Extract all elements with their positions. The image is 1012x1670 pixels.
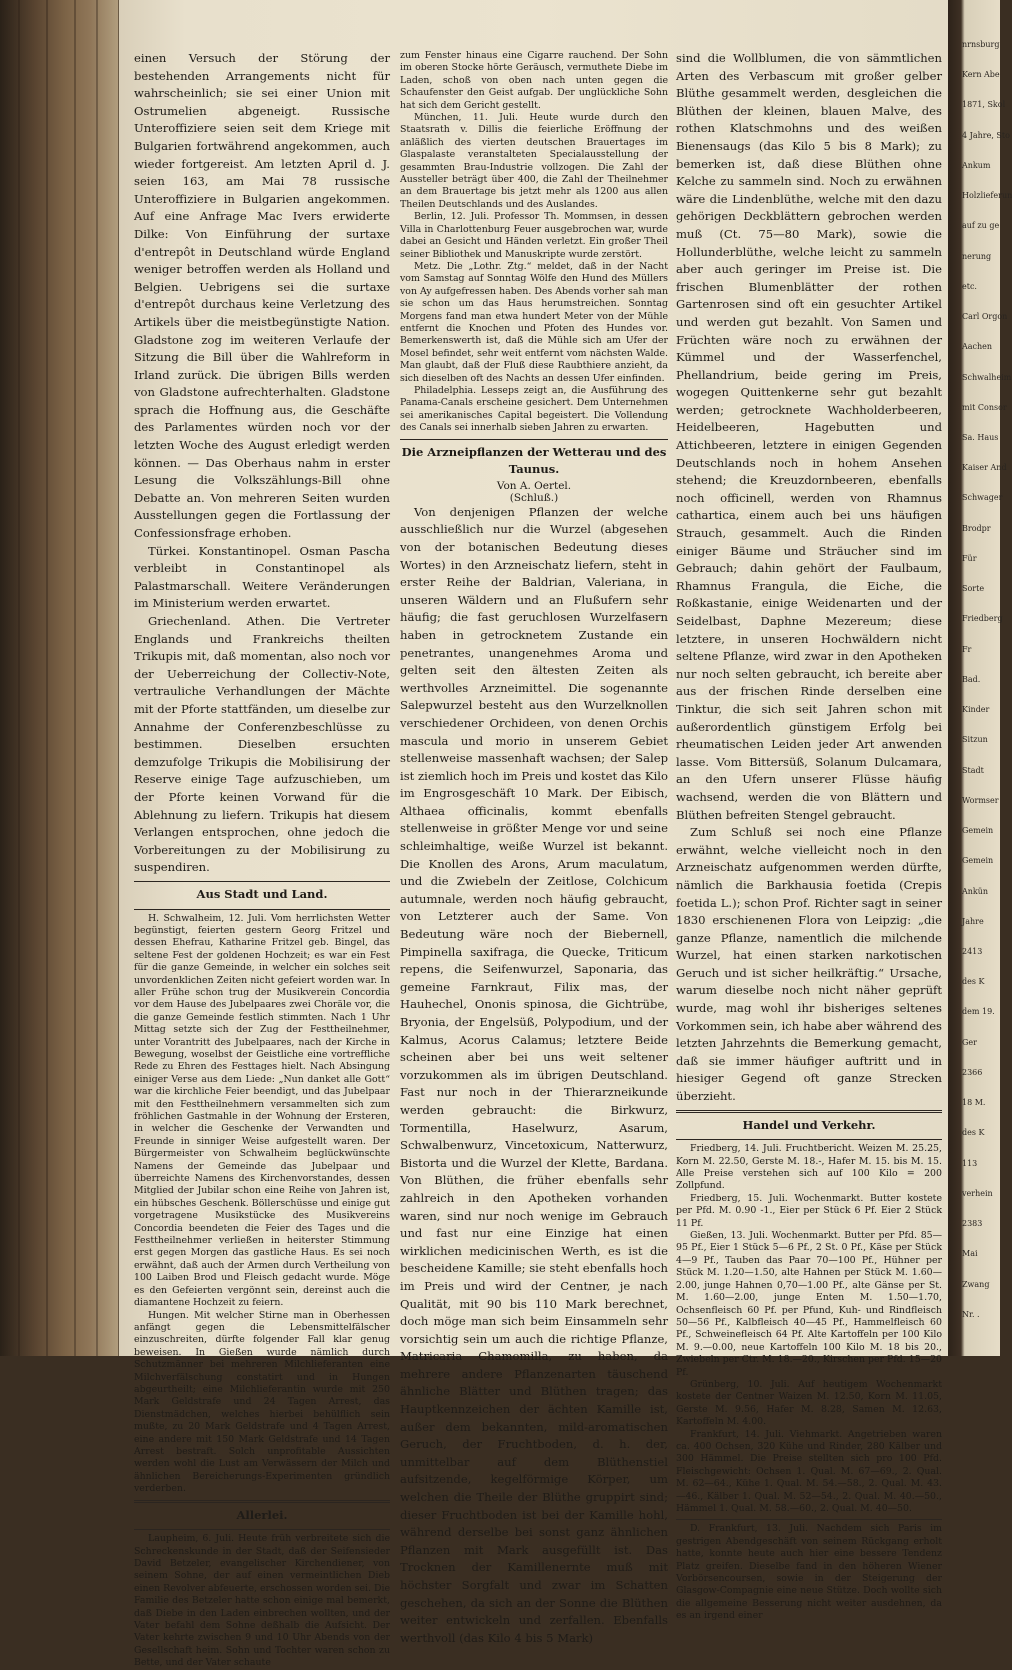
feature-conclusion-note: (Schluß.)	[509, 491, 559, 504]
column-politics	[134, 50, 391, 1669]
market-giessen: Gießen, 13. Juli. Wochenmarkt. Butter per Pfd. 85—95 Pf., Eier 1 Stück 5—6 Pf., 2 St. 0 Pf., Käse per Stück 4—9 Pf., Tauben das Paar 70—100 Pf., Hühner per Stück M. 1.20—1.50, alte Hahnen per Stück M. 1.60—2.00, junge Hahnen 0,70—1.00 Pf., alte Gänse per St. M. 1.60—2.00, junge Enten M. 1.50—1.70, Ochsenfleisch 60 Pf. per Pfund, Kuh- und Rindfleisch 50—56 Pf., Kalbfleisch 40—45 Pf., Hammelfleisch 60 Pf., Schweinefleisch 64 Pf. Alte Kartoffeln per 100 Kilo M. 9.—0.00, neue Kartoffeln 100 Kilo M. 18 bis 20., Zwiebeln per Ctr. M. 18.—20., Kirschen per Pfd. 15—20 Pf.	[676, 1230, 942, 1378]
adjacent-page-fragment: Kern Abe	[962, 70, 1000, 80]
adjacent-page-fragment: verhein	[962, 1188, 993, 1198]
section-heading-allerlei: Allerlei.	[236, 1507, 288, 1522]
adjacent-page-fragment: Für	[962, 553, 977, 563]
feature-heading: Die Arzneipflanzen der Wetterau und des Taunus.	[401, 444, 667, 477]
adjacent-page-edge	[948, 0, 1012, 1356]
adjacent-page-fragment: Aachen	[962, 342, 993, 352]
article-schwalheim: H. Schwalheim, 12. Juli. Vom herrlichsten Wetter begünstigt, feierten gestern Georg Fritzel und dessen Ehefrau, Katharine Fritzel geb. Bingel, das seltene Fest der goldenen Hochzeit; es war ein Fest für die ganze Gemeinde, in welcher ein solches seit unvordenklichen Zeiten nicht gefeiert worden war. In aller Frühe schon trug der Musikverein Concordia vor dem Hause des Jubelpaares zwei Choräle vor, die die ganze Gemeinde festlich stimmten. Nach 1 Uhr Mittag setzte sich der Zug der Festtheilnehmer, unter Vorantritt des Jubelpaares, nach der Kirche in Bewegung, woselbst der Geistliche eine vortreffliche Rede zu Ehren des Festtages hielt. Nach Absingung einiger Verse aus dem Liede: „Nun danket alle Gott“ war die kirchliche Feier beendigt, und das Jubelpaar mit den Festtheilnehmern versammelten sich zum fröhlichen Gastmahle in der Wohnung der Ersteren, in welcher die Geschenke der Verwandten und Freunde in sinniger Weise aufgestellt waren. Der Bürgermeister von Schwalheim beglückwünschte Namens der Gemeinde das Jubelpaar und überreichte Namens des Kirchenvorstandes, dessen Mitglied der Jubilar schon eine Reihe von Jahren ist, ein hübsches Geschenk. Böllerschüsse und einige gut vorgetragene Musikstücke des Musikvereins Concordia beendeten die Feier des Tages und die Festtheilnehmer verließen in heiterster Stimmung erst gegen Morgen das gastliche Haus. Es sei noch erwähnt, daß auch der Armen durch Vertheilung von 100 Laiben Brod und Fleisch gedacht wurde. Möge es den Gefeierten vergönnt sein, dereinst auch die diamantene Hochzeit zu feiern.	[134, 912, 390, 1309]
adjacent-page-fragment: 2413	[962, 946, 983, 956]
market-frankfurt-exchange: D. Frankfurt, 13. Juli. Nachdem sich Paris im gestrigen Abendgeschäft von seinem Rückgang erholt hatte, konnte heute auch hier eine bessere Tendenz Platz greifen. Dieselbe fand in den höheren Wiener Vorbörsencoursen, sowie in der Steigerung der Glasgow-Compagnie eine neue Stütze. Doch wollte sich die allgemeine Besserung nicht weiter ausdehnen, da es an irgend einer	[676, 1523, 942, 1622]
book-binding	[0, 0, 120, 1356]
article-philadelphia: Philadelphia. Lesseps zeigt an, die Ausführung des Panama-Canals erscheine gesichert. Dem Unternehmen sei amerikanisches Capital begeistert. Die Vollendung des Canals sei innerhalb sieben Jahren zu erwarten.	[400, 384, 668, 434]
adjacent-page-fragment: Carl Orgon	[962, 312, 1008, 322]
article-continuation: zum Fenster hinaus eine Cigarre rauchend. Der Sohn im oberen Stocke hörte Geräusch, vermuthete Diebe im Laden, schoß von oben nach unten gegen die Schaufenster den Geist aufgab. Der unglückliche Sohn hat sich dem Gericht gestellt.	[400, 50, 668, 111]
feature-closing: Zum Schluß sei noch eine Pflanze erwähnt, welche vielleicht noch in den Arzneischatz aufgenommen werden dürfte, nämlich die Barkhausia foetida (Crepis foetida L.); schon Prof. Richter sagt in seiner 1830 erschienenen Flora von Leipzig: „die ganze Pflanze, namentlich die milchende Wurzel, hat einen starken narkotischen Geruch und ist sicher heilkräftig.“ Ursache, warum dieselbe noch nicht näher geprüft wurde, mag wohl ihr bisheriges seltenes Vorkommen sein, ich habe aber während des letzten Jahrzehnts die Bemerkung gemacht, daß sie immer häufiger auftritt und in hiesiger Gegend oft ganze Strecken überzieht.	[676, 825, 942, 1104]
feature-author: Von A. Oertel.	[496, 479, 572, 492]
adjacent-page-fragment: des K	[962, 977, 985, 987]
market-friedberg-weekly: Friedberg, 15. Juli. Wochenmarkt. Butter kostete per Pfd. M. 0.90 -1., Eier per Stück 6 Pf. Eier 2 Stück 11 Pf.	[676, 1192, 942, 1229]
article-laupheim: Laupheim, 6. Juli. Heute früh verbreitete sich die Schreckenskunde in der Stadt, daß der Seifensieder David Betzeler, evangelischer Kirchendiener, von seinem Sohne, der auf einen vermeintlichen Dieb einen Revolver abfeuerte, erschossen worden sei. Die Familie des Betzeler hatte schon einige mal bemerkt, daß Diebe in den Laden einbrechen wollten, und der Vater befahl dem Sohne deßhalb die Aufsicht. Der Vater kehrte zwischen 9 und 10 Uhr Abends von der Gesellschaft heim. Sohn und Tochter waren schon zu Bette, und der Vater schaute	[134, 1533, 391, 1669]
market-gruenberg: Grünberg, 10. Juli. Auf heutigem Wochenmarkt kostete der Centner Waizen M. 12.50, Korn M. 11.05, Gerste M. 9.56, Hafer M. 8.28, Samen M. 12.63, Kartoffeln M. 4.00.	[676, 1378, 942, 1428]
adjacent-page-fragment: Kaiser And	[962, 463, 1007, 473]
divider	[134, 881, 390, 882]
adjacent-page-fragment: Brodpr	[962, 523, 991, 533]
article-england-parliament: einen Versuch der Störung der bestehenden Arrangements nicht für wahrscheinlich; sie sei einer Union mit Ostrumelien abgeneigt. Russische Unteroffiziere seien seit dem Kriege mit Bulgarien fortwährend angekommen, auch wieder fortgereist. Am letzten April d. J. seien 163, am Mai 78 russische Unteroffiziere in Bulgarien angekommen. Auf eine Anfrage Mac Ivers erwiderte Dilke: Von Einführung der surtaxe d'entrepôt in Deutschland würde England weniger betroffen werden als Holland und Belgien. Uebrigens sei die surtaxe d'entrepôt durchaus keine Verletzung des Artikels über die meistbegünstigte Nation. Gladstone zog im weiteren Verlaufe der Sitzung die Bill über die Wahlreform in Irland zurück. Die übrigen Bills werden von Gladstone aufrechterhalten. Gladstone sprach die Hoffnung aus, die Geschäfte des Parlamentes würden noch vor der letzten Woche des August erledigt werden können. — Das Oberhaus nahm in erster Lesung die Volkszählungs-Bill ohne Debatte an. Von mehreren Seiten wurden Ausstellungen gegen die Fortlassung der Confessionsfrage erhoben.	[134, 51, 390, 541]
adjacent-page-fragment: Bad.	[962, 674, 981, 684]
adjacent-page-fragment: nerung	[962, 251, 992, 261]
adjacent-page-fragment: Schwalheim	[962, 372, 1012, 382]
adjacent-page-fragment: Ankum	[962, 160, 991, 170]
market-frankfurt-cattle: Frankfurt, 14. Juli. Viehmarkt. Angetrieben waren ca. 400 Ochsen, 320 Kühe und Rinder, 280 Kälber und 300 Hämmel. Die Preise stellten sich pro 100 Pfd. Fleischgewicht: Ochsen 1. Qual. M. 67—69., 2. Qual. M. 62—64., Kühe 1. Qual. M. 54.—58., 2. Qual. M. 43.—46., Kälber 1. Qual. M. 52—54., 2. Qual. M. 40.—50., Hämmel 1. Qual. M. 58.—60., 2. Qual. M. 40—50.	[676, 1428, 942, 1514]
divider	[400, 439, 668, 440]
divider	[676, 1110, 942, 1113]
divider	[134, 1500, 390, 1503]
adjacent-page-fragment: Holzlieferun	[962, 191, 1012, 201]
column-feature-and-trade	[676, 50, 942, 1622]
adjacent-page-fragment: Mai	[962, 1249, 978, 1259]
market-friedberg-grain: Friedberg, 14. Juli. Fruchtbericht. Weizen M. 25.25, Korn M. 22.50, Gerste M. 18.-, Hafer M. 15. bis M. 15. Alle Preise verstehen sich auf 100 Kilo = 200 Zollpfund.	[676, 1143, 942, 1192]
adjacent-page-fragment: mit Consor	[962, 402, 1007, 412]
feature-body-continued: sind die Wollblumen, die von sämmtlichen Arten des Verbascum mit großer gelber Blüthe gesammelt werden, desgleichen die Blüthen der kleinen, blauen Malve, des rothen Klatschmohns und des weißen Bienensaugs (das Kilo 5 bis 8 Mark); zu bemerken ist, daß diese Blüthen ohne Kelche zu sammeln sind. Noch zu erwähnen wäre die Lindenblüthe, welche mit den dazu gehörigen Deckblättern gebrochen werden muß (Ct. 75—80 Mark), sowie die Hollunderblüthe, welche leicht zu sammeln aber auch geringer im Preise ist. Die frischen Blumenblätter der rothen Gartenrosen sind oft ein gesuchter Artikel und werden gut bezahlt. Von Samen und Früchten wäre noch zu erwähnen der Kümmel und der Wasserfenchel, Phellandrium, beide gering im Preis, wogegen Quittenkerne sehr gut bezahlt werden; getrocknete Wachholderbeeren, Heidelbeeren, Hagebutten und Attichbeeren, letztere in einigen Gegenden Deutschlands noch in hohem Ansehen stehend; die Kreuzdornbeeren, ebenfalls noch officinell, werden von Rhamnus cathartica, einem auch bei uns häufigen Strauch, gesammelt. Auch die Rinden einiger Bäume und Sträucher sind im Gebrauch; dahin gehört der Faulbaum, Rhamnus Frangula, die Eiche, die Roßkastanie, einige Weidenarten und der Seidelbast, Daphne Mezereum; diese letztere, in unseren Hochwäldern nicht seltene Pflanze, wird zwar in den Apotheken nur noch selten gebraucht, ich bereite aber aus der frischen Rinde derselben eine Tinktur, die sich seit Jahren schon mit außerordentlich günstigem Erfolg bei rheumatischen Leiden jeder Art anwenden lasse. Vom Bittersüß, Solanum Dulcamara, an den Ufern unserer Flüsse häufig wachsend, werden die von Blättern und Blüthen befreiten Stengel gebraucht.	[676, 51, 942, 822]
adjacent-page-fragment: Stadt	[962, 765, 984, 775]
adjacent-page-fragment: Wormser	[962, 795, 999, 805]
adjacent-page-fragment: Schwager	[962, 493, 1003, 503]
adjacent-page-fragment: 1871, Skol	[962, 100, 1006, 110]
article-muenchen: München, 11. Juli. Heute wurde durch den Staatsrath v. Dillis die feierliche Eröffnung der anläßlich des vierten deutschen Brauertages im Glaspalaste veranstalteten Specialausstellung der gesammten Brau-Industrie vollzogen. Die Zahl der Aussteller beträgt über 400, die Zahl der Theilnehmer an dem Brauertage bis jetzt mehr als 1200 aus allen Theilen Deutschlands und des Auslandes.	[400, 112, 668, 210]
divider	[134, 909, 390, 910]
adjacent-page-fragment: Friedberg	[962, 614, 1003, 624]
adjacent-page-fragment: 2383	[962, 1219, 983, 1229]
adjacent-page-fragment: 18 M.	[962, 1098, 986, 1108]
adjacent-page-fragment: Gemein	[962, 856, 994, 866]
adjacent-page-fragment: Kinder	[962, 705, 990, 715]
adjacent-page-fragment: Jahre	[962, 916, 984, 926]
adjacent-page-fragment: etc.	[962, 281, 977, 291]
article-griechenland: Griechenland. Athen. Die Vertreter Englands und Frankreichs theilten Trikupis mit, daß momentan, also noch vor der Ueberreichung der Collectiv-Note, vertrauliche Verhandlungen der Mächte mit der Pforte stattfänden, um dieselbe zur Annahme der Conferenzbeschlüsse zu bestimmen. Dieselben ersuchten demzufolge Trikupis die Mobilisirung der Reserve einige Tage aufzuschieben, um der Pforte keinen Vorwand für die Ablehnung zu liefern. Trikupis hat diesem Verlangen entsprochen, ohne jedoch die Vorbereitungen zu der Mobilisirung zu suspendiren.	[134, 614, 390, 875]
adjacent-page-fragment: Sorte	[962, 584, 985, 594]
adjacent-page-fragment: auf zu ge	[962, 221, 1000, 231]
article-berlin: Berlin, 12. Juli. Professor Th. Mommsen, in dessen Villa in Charlottenburg Feuer ausgebrochen war, wurde dabei an Gesicht und Händen verletzt. Ein großer Theil seiner Bibliothek und Manuskripte wurde zerstört.	[400, 211, 668, 260]
adjacent-page-fragment: nrnsburg	[962, 40, 1000, 49]
adjacent-page-fragment: Nr. .	[962, 1309, 980, 1319]
adjacent-page-fragment: dem 19.	[962, 1007, 995, 1017]
adjacent-page-fragment: Zwang	[962, 1279, 990, 1289]
adjacent-page-fragment: 4 Jahre, Sto	[962, 130, 1010, 140]
adjacent-page-fragment: 113	[962, 1158, 978, 1168]
divider	[134, 1529, 390, 1530]
article-tuerkei: Türkei. Konstantinopel. Osman Pascha verbleibt in Constantinopel als Palastmarschall. Weitere Veränderungen im Ministerium werden erwartet.	[134, 543, 390, 611]
adjacent-page-fragment: des K	[962, 1128, 985, 1138]
section-heading-handel-und-verkehr: Handel und Verkehr.	[742, 1117, 876, 1132]
divider	[676, 1519, 942, 1520]
adjacent-page-fragment: Gemein	[962, 826, 994, 836]
column-news-and-feature	[400, 50, 668, 1645]
adjacent-page-fragment: 2366	[962, 1067, 983, 1077]
article-hungen: Hungen. Mit welcher Stirne man in Oberhessen anfängt gegen die Lebensmittelfälscher einzuschreiten, dürfte folgender Fall klar genug beweisen. In Gießen wurde nämlich durch Schutzmänner bei mehreren Milchlieferanten eine Milchverfälschung constatirt und in Hungen abgeurtheilt; eine Milchlieferantin wurde mit 250 Mark Geldstrafe und 24 Tagen Arrest, das Dienstmädchen, welches hierbei behülflich sein mußte, zu 20 Mark Geldstrafe und 4 Tagen Arrest, eine andere mit 150 Mark Geldstrafe und 14 Tagen Arrest bestraft. Solch unprofitable Aussichten werden wohl die Lust am Verwässern der Milch und ähnlichen Bereicherungs-Experimenten gründlich verderben.	[134, 1309, 390, 1495]
adjacent-page-fragment: Ankün	[962, 886, 989, 896]
adjacent-page-fragment: Fr	[962, 644, 972, 654]
adjacent-page-fragment: Ger	[962, 1037, 977, 1047]
adjacent-page-fragment: Sitzun	[962, 735, 988, 745]
adjacent-page-fragment: Sa. Haus	[962, 433, 999, 443]
article-metz: Metz. Die „Lothr. Ztg.“ meldet, daß in der Nacht vom Samstag auf Sonntag Wölfe den Hund des Müllers von Ay aufgefressen haben. Des Abends vorher sah man sie schon um das Haus herumstreichen. Sonntag Morgens fand man etwa hundert Meter von der Mühle entfernt die Knochen und Pfoten des Hundes vor. Bemerkenswerth ist, daß die Mühle sich am Ufer der Mosel befindet, sehr weit entfernt vom nächsten Walde. Man glaubt, daß der Fluß diese Raubthiere anzieht, da sich dieselben oft des Nachts an dessen Ufer einfinden.	[400, 260, 668, 384]
divider	[676, 1139, 942, 1140]
section-heading-stadt-und-land: Aus Stadt und Land.	[196, 886, 328, 901]
feature-body: Von denjenigen Pflanzen der welche ausschließlich nur die Wurzel (abgesehen von der botanischen Bedeutung dieses Wortes) in den Arzneischatz liefern, steht in erster Reihe der Baldrian, Valeriana, in unseren Wäldern und an Flußufern sehr häufig; die fast geruchlosen Wurzelfasern haben in getrocknetem Zustande ein penetrantes, unangenehmes Aroma und gelten seit den ältesten Zeiten als werthvolles Arzneimittel. Die sogenannte Salepwurzel besteht aus den Wurzelknollen verschiedener Orchideen, von denen Orchis mascula und morio in unserem Gebiet stellenweise massenhaft wachsen; der Salep ist ziemlich hoch im Preis und kostet das Kilo im Engrosgeschäft 10 Mark. Der Eibisch, Althaea officinalis, kommt ebenfalls stellenweise in größter Menge vor und seine schleimhaltige, weiße Wurzel ist bekannt. Die Knollen des Arons, Arum maculatum, und die Zwiebeln der Zeitlose, Colchicum autumnale, werden noch häufig gebraucht, von Letzterer auch der Same. Von Bedeutung wäre noch der Biebernell, Pimpinella saxifraga, die Quecke, Triticum repens, die Seifenwurzel, Saponaria, das gemeine Farnkraut, Filix mas, der Hauhechel, Ononis spinosa, die Gichtrübe, Bryonia, der Engelsüß, Polypodium, und der Kalmus, Acorus Calamus; letztere Beide scheinen aber bei uns weit seltener vorzukommen als im übrigen Deutschland. Fast nur noch in der Thierarzneikunde werden gebraucht: die Birkwurz, Tormentilla, Haselwurz, Asarum, Schwalbenwurz, Vincetoxicum, Natterwurz, Bistorta und die Wurzel der Klette, Bardana. Von Blüthen, die früher ebenfalls sehr zahlreich in den Apotheken vorhanden waren, sind nur noch wenige im Gebrauch und fast nur eine Einzige hat einen wirklichen medicinischen Werth, es ist die bescheidene Kamille; sie steht ebenfalls hoch im Preis und wird der Centner, je nach Qualität, mit 90 bis 110 Mark berechnet, doch möge man sich beim Einsammeln sehr vorsichtig sein um auch die richtige Pflanze, Matricaria Chamomilla, zu haben, da mehrere andere Pflanzenarten täuschend ähnliche Blätter und Blüthen tragen; das Hauptkennzeichen der ächten Kamille ist, außer dem bekannten, mild-aromatischen Geruch, der Fruchtboden, d. h. der, unmittelbar auf dem Blüthenstiel aufsitzende, kegelförmige Körper, um welchen die Theile der Blüthe gruppirt sind; dieser Fruchtboden ist bei der Kamille hohl, während derselbe bei sonst ganz ähnlichen Pflanzen mit Mark ausgefüllt ist. Das Trocknen der Kamillenernte muß mit höchster Sorgfalt und zwar im Schatten geschehen, da sich an der Sonne die Blüthen weiter entwickeln und zerfallen. Ebenfalls werthvoll (das Kilo 4 bis 5 Mark)	[400, 504, 668, 1645]
